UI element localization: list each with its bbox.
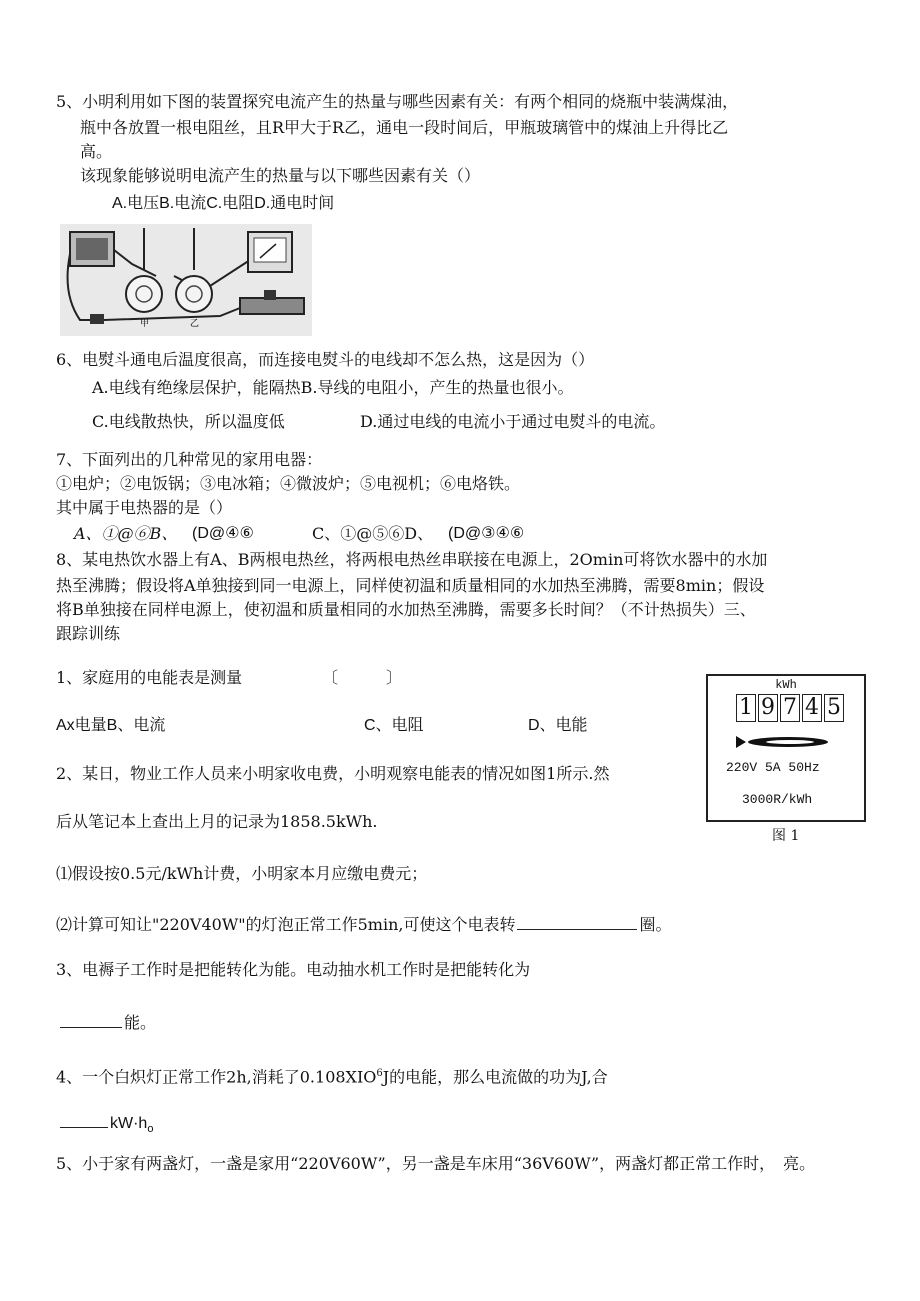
q7-line-2: ①电炉；②电饭锅；③电冰箱；④微波炉；⑤电视机；⑥电烙铁。 [56, 474, 521, 493]
t2-line-2: 后从笔记本上查出上月的记录为1858.5kWh. [56, 812, 378, 831]
q5-line-3: 高。 [80, 142, 113, 161]
q7-line-1: 7、下面列出的几种常见的家用电器： [56, 450, 323, 469]
t2-line-4-end: 圈。 [639, 915, 672, 934]
q7-option-d: (D@③④⑥ [448, 525, 525, 542]
q7-option-b: (D@④⑥ [192, 525, 254, 542]
energy-meter-figure [706, 674, 866, 822]
t5-line-1: 5、小于家有两盏灯，一盏是家用“220V60W”，另一盏是车床用“36V60W”，两盏灯都正常工作时， 亮。 [56, 1154, 816, 1173]
t2-line-4-text: ⑵计算可知让"220V40W"的灯泡正常工作5min,可使这个电表转 [56, 915, 516, 934]
t1-option-ab: Ax电量B、电流 [56, 717, 166, 734]
t4-line-2 [60, 1112, 153, 1139]
q5-line-2: 瓶中各放置一根电阻丝，且R甲大于R乙，通电一段时间后，甲瓶玻璃管中的煤油上升得比乙 [80, 118, 729, 137]
t3-line-1: 3、电褥子工作时是把能转化为能。电动抽水机工作时是把能转化为 [56, 960, 531, 979]
q6-option-d: D.通过电线的电流小于通过电熨斗的电流。 [360, 412, 666, 431]
q5-line-4: 该现象能够说明电流产生的热量与以下哪些因素有关（） [80, 166, 481, 185]
disc-marker-icon [736, 736, 746, 748]
q8-line-2: 热至沸腾；假设将A单独接到同一电源上，同样使初温和质量相同的水加热至沸腾，需要8min；假设 [56, 576, 765, 595]
t4-line-1 [56, 1064, 608, 1087]
q6-line-1: 6、电熨斗通电后温度很高，而连接电熨斗的电线却不怎么热，这是因为（） [56, 350, 595, 369]
meter-digit: 9 [758, 694, 778, 722]
figure-caption: 图 1 [772, 828, 800, 844]
q7-option-a: A、①@⑥B、 [74, 524, 178, 543]
meter-digit: 4 [802, 694, 822, 722]
q8-line-4: 跟踪训练 [56, 624, 121, 643]
rheostat-slider [264, 290, 276, 300]
q6-option-c: C.电线散热快，所以温度低 [92, 412, 285, 431]
meter-disc-window [732, 732, 832, 752]
circuit-diagram [60, 224, 312, 336]
answer-blank[interactable] [60, 1012, 122, 1028]
t3-line-2 [60, 1012, 156, 1033]
rheostat [240, 298, 304, 314]
t1-paren: 〔 〕 [322, 668, 403, 687]
meter-digit: 7 [780, 694, 800, 722]
flask-jia [126, 276, 162, 312]
t1-option-d: D、电能 [528, 717, 588, 734]
meter-unit: kWh [775, 678, 797, 692]
t2-line-3: ⑴假设按0.5元/kWh计费，小明家本月应缴电费元； [56, 864, 428, 883]
disc-highlight [766, 740, 814, 744]
meter-digit: 1 [736, 694, 756, 722]
t4-line-1-end: J的电能，那么电流做的功为J,合 [382, 1067, 608, 1087]
flask-yi-label: 乙 [190, 319, 200, 329]
t3-line-2-text: 能。 [124, 1013, 157, 1032]
q5-line-1: 5、小明利用如下图的装置探究电流产生的热量与哪些因素有关：有两个相同的烧瓶中装满煤油， [56, 92, 739, 111]
q7-line-3: 其中属于电热器的是（） [56, 498, 233, 517]
meter-digit: 5 [824, 694, 844, 722]
answer-blank[interactable] [60, 1112, 108, 1128]
meter-spec: 220V 5A 50Hz [726, 760, 820, 775]
t1-question: 1、家庭用的电能表是测量 [56, 668, 243, 687]
t4-line-1-text: 4、一个白炽灯正常工作2h,消耗了0.108XIO [56, 1067, 377, 1087]
t4-unit-sub: o [147, 1123, 154, 1136]
switch [90, 314, 104, 324]
q7-option-c: C、①@⑤⑥D、 [312, 524, 434, 543]
meter-digits [736, 694, 846, 722]
q8-line-1: 8、某电热饮水器上有A、B两根电热丝，将两根电热丝串联接在电源上，2Omin可将饮水器中的水加 [56, 550, 768, 569]
meter-revolutions: 3000R/kWh [742, 792, 813, 807]
q6-line-2: A.电线有绝缘层保护，能隔热B.导线的电阻小，产生的热量也很小。 [92, 378, 574, 397]
battery-cells [76, 238, 108, 260]
t2-line-1: 2、某日，物业工作人员来小明家收电费，小明观察电能表的情况如图1所示.然 [56, 764, 610, 783]
flask-yi [176, 276, 212, 312]
t4-unit: kW·h [110, 1115, 148, 1132]
circuit-figure [60, 224, 312, 336]
q8-line-3: 将B单独接在同样电源上，使初温和质量相同的水加热至沸腾，需要多长时间？（不计热损失）三、 [56, 600, 756, 619]
q5-options: A.电压B.电流C.电阻D.通电时间 [112, 195, 335, 212]
wire [104, 308, 240, 320]
flask-jia-label: 甲 [140, 319, 150, 329]
t2-line-4 [56, 914, 672, 935]
t1-option-c: C、电阻 [364, 717, 424, 734]
t4-exponent: 6 [376, 1068, 383, 1079]
answer-blank[interactable] [517, 914, 637, 930]
wire [114, 250, 156, 276]
